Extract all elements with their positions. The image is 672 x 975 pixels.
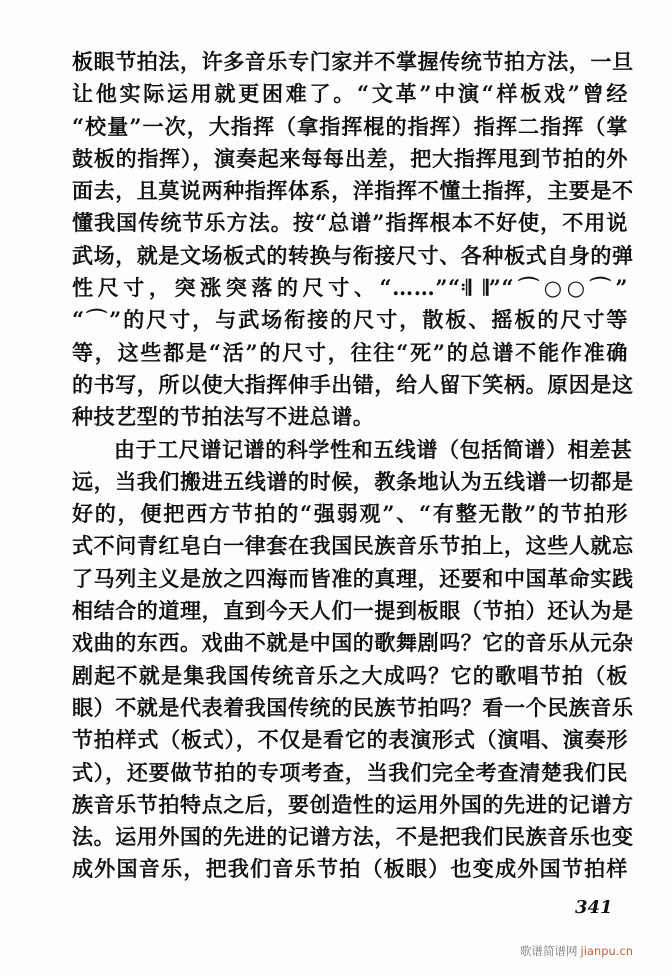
text-line: 等，这些都是“活”的尺寸，往往“死”的总谱不能作准确 <box>72 339 628 365</box>
paragraph-start-line: 由于工尺谱记谱的科学性和五线谱（包括简谱）相差甚 <box>114 436 633 462</box>
text-line: 武场，就是文场板式的转换与衔接尺寸、各种板式自身的弹 <box>72 242 634 268</box>
text-line: “校量”一次，大指挥（拿指挥棍的指挥）指挥二指挥（掌 <box>72 113 628 139</box>
text-line: 了马列主义是放之四海而皆准的真理，还要和中国革命实践 <box>72 565 634 591</box>
body-text <box>72 46 634 886</box>
text-line: 好的，便把西方节拍的“强弱观”、“有整无散”的节拍形 <box>72 501 628 527</box>
text-line: 让他实际运用就更困难了。“文革”中演“样板戏”曾经 <box>72 81 628 107</box>
text-line: 相结合的道理，直到今天人们一提到板眼（节拍）还认为是 <box>72 598 634 624</box>
text-line: 鼓板的指挥），演奏起来每每出差，把大指挥甩到节拍的外 <box>72 145 628 171</box>
text-line: 族音乐节拍特点之后，要创造性的运用外国的先进的记谱方 <box>72 791 634 817</box>
text-line: 远，当我们搬进五线谱的时候，教条地认为五线谱一切都是 <box>72 468 634 494</box>
text-line: 性尺寸，突涨突落的尺寸、“……”“𝄇 𝄂”“⌒○○⌒” <box>72 275 628 301</box>
watermark <box>520 943 633 959</box>
text-line: 的书写，所以使大指挥伸手出错，给人留下笑柄。原因是这 <box>72 371 634 397</box>
page-number: 341 <box>575 897 613 918</box>
text-line: 眼）不就是代表着我国传统的民族节拍吗？看一个民族音乐 <box>72 694 634 720</box>
text-line: “⌒”的尺寸，与武场衔接的尺寸，散板、摇板的尺寸等 <box>72 307 628 333</box>
paragraph-end-line: 种技艺型的节拍法写不进总谱。 <box>72 404 375 430</box>
text-line: 法。运用外国的先进的记谱方法，不是把我们民族音乐也变 <box>72 824 634 850</box>
text-line: 剧起不就是集我国传统音乐之大成吗？它的歌唱节拍（板 <box>72 662 628 688</box>
watermark-chinese: 歌谱简谱网 <box>520 944 578 958</box>
text-line: 板眼节拍法，许多音乐专门家并不掌握传统节拍方法，一旦 <box>72 49 634 74</box>
text-line: 节拍样式（板式），不仅是看它的表演形式（演唱、演奏形 <box>72 727 628 753</box>
text-line: 成外国音乐，把我们音乐节拍（板眼）也变成外国节拍样 <box>72 856 628 882</box>
text-line: 式），还要做节拍的专项考查，当我们完全考查清楚我们民 <box>72 759 628 785</box>
watermark-latin: jianpu.cn <box>580 944 634 958</box>
text-line: 式不问青红皂白一律套在我国民族音乐节拍上，这些人就忘 <box>72 533 634 559</box>
text-line: 面去，且莫说两种指挥体系，洋指挥不懂土指挥，主要是不 <box>72 178 634 204</box>
text-line: 懂我国传统节乐方法。按“总谱”指挥根本不好使，不用说 <box>72 210 628 236</box>
text-line: 戏曲的东西。戏曲不就是中国的歌舞剧吗？它的音乐从元杂 <box>72 630 634 656</box>
